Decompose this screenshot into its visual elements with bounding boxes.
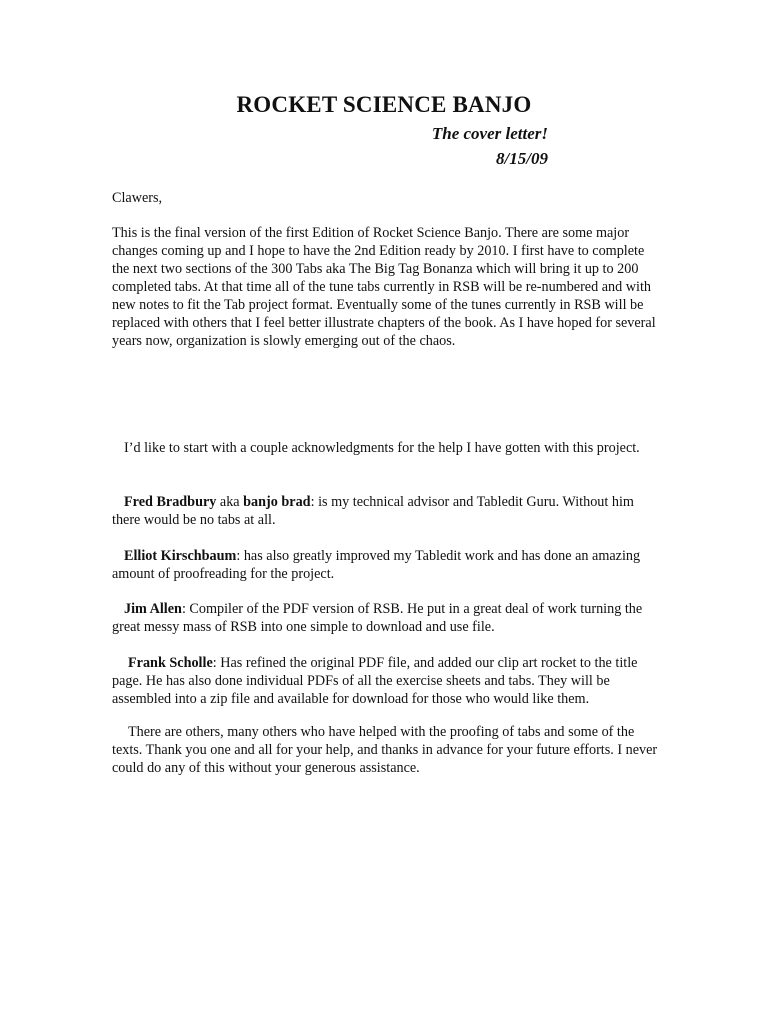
ack-text: : has also greatly improved my Tabledit work and has done an amazing amount of proofreading for the project. (112, 548, 641, 582)
acknowledgment-jim-allen (112, 600, 658, 636)
ack-text: : Compiler of the PDF version of RSB. He put in a great deal of work turning the great messy mass of RSB into one simple to download and use file. (112, 601, 643, 635)
acknowledgment-elliot-kirschbaum (112, 547, 658, 583)
acknowledgment-fred-bradbury (112, 493, 658, 529)
document-subtitle: The cover letter! (431, 124, 548, 143)
ack-aka-word: aka (216, 494, 244, 510)
ack-text: : Has refined the original PDF file, and added our clip art rocket to the title page. He has also done individual PDFs of all the exercise sheets and tabs. They will be assembled into a zip file and available for download for those who would like them. (112, 655, 638, 707)
acknowledgments-intro: I’d like to start with a couple acknowledgments for the help I have gotten with this project. (124, 440, 640, 456)
ack-aka-name: banjo brad (243, 494, 311, 510)
closing-paragraph: There are others, many others who have helped with the proofing of tabs and some of the texts. Thank you one and all for your help, and thanks in advance for your future efforts. I never could do any of this without your generous assistance. (112, 724, 658, 776)
intro-paragraph: This is the final version of the first Edition of Rocket Science Banjo. There are some major changes coming up and I hope to have the 2nd Edition ready by 2010. I first have to complete the next two sections of the 300 Tabs aka The Big Tag Bonanza which will bring it up to 200 completed tabs. At that time all of the tune tabs currently in RSB will be re-numbered and with new notes to fit the Tab project format. Eventually some of the tunes currently in RSB will be replaced with others that I feel better illustrate chapters of the book. As I have hoped for several years now, organization is slowly emerging out of the chaos. (112, 225, 656, 349)
document-date: 8/15/09 (496, 149, 548, 168)
ack-name: Elliot Kirschbaum (124, 548, 237, 564)
salutation: Clawers, (112, 190, 163, 206)
acknowledgment-frank-scholle (112, 654, 658, 708)
document-title: ROCKET SCIENCE BANJO (236, 92, 532, 117)
ack-name: Jim Allen (124, 601, 182, 617)
ack-name: Frank Scholle (128, 655, 213, 671)
ack-text: : is my technical advisor and Tabledit Guru. Without him there would be no tabs at all. (112, 494, 634, 528)
ack-name: Fred Bradbury (124, 494, 217, 510)
